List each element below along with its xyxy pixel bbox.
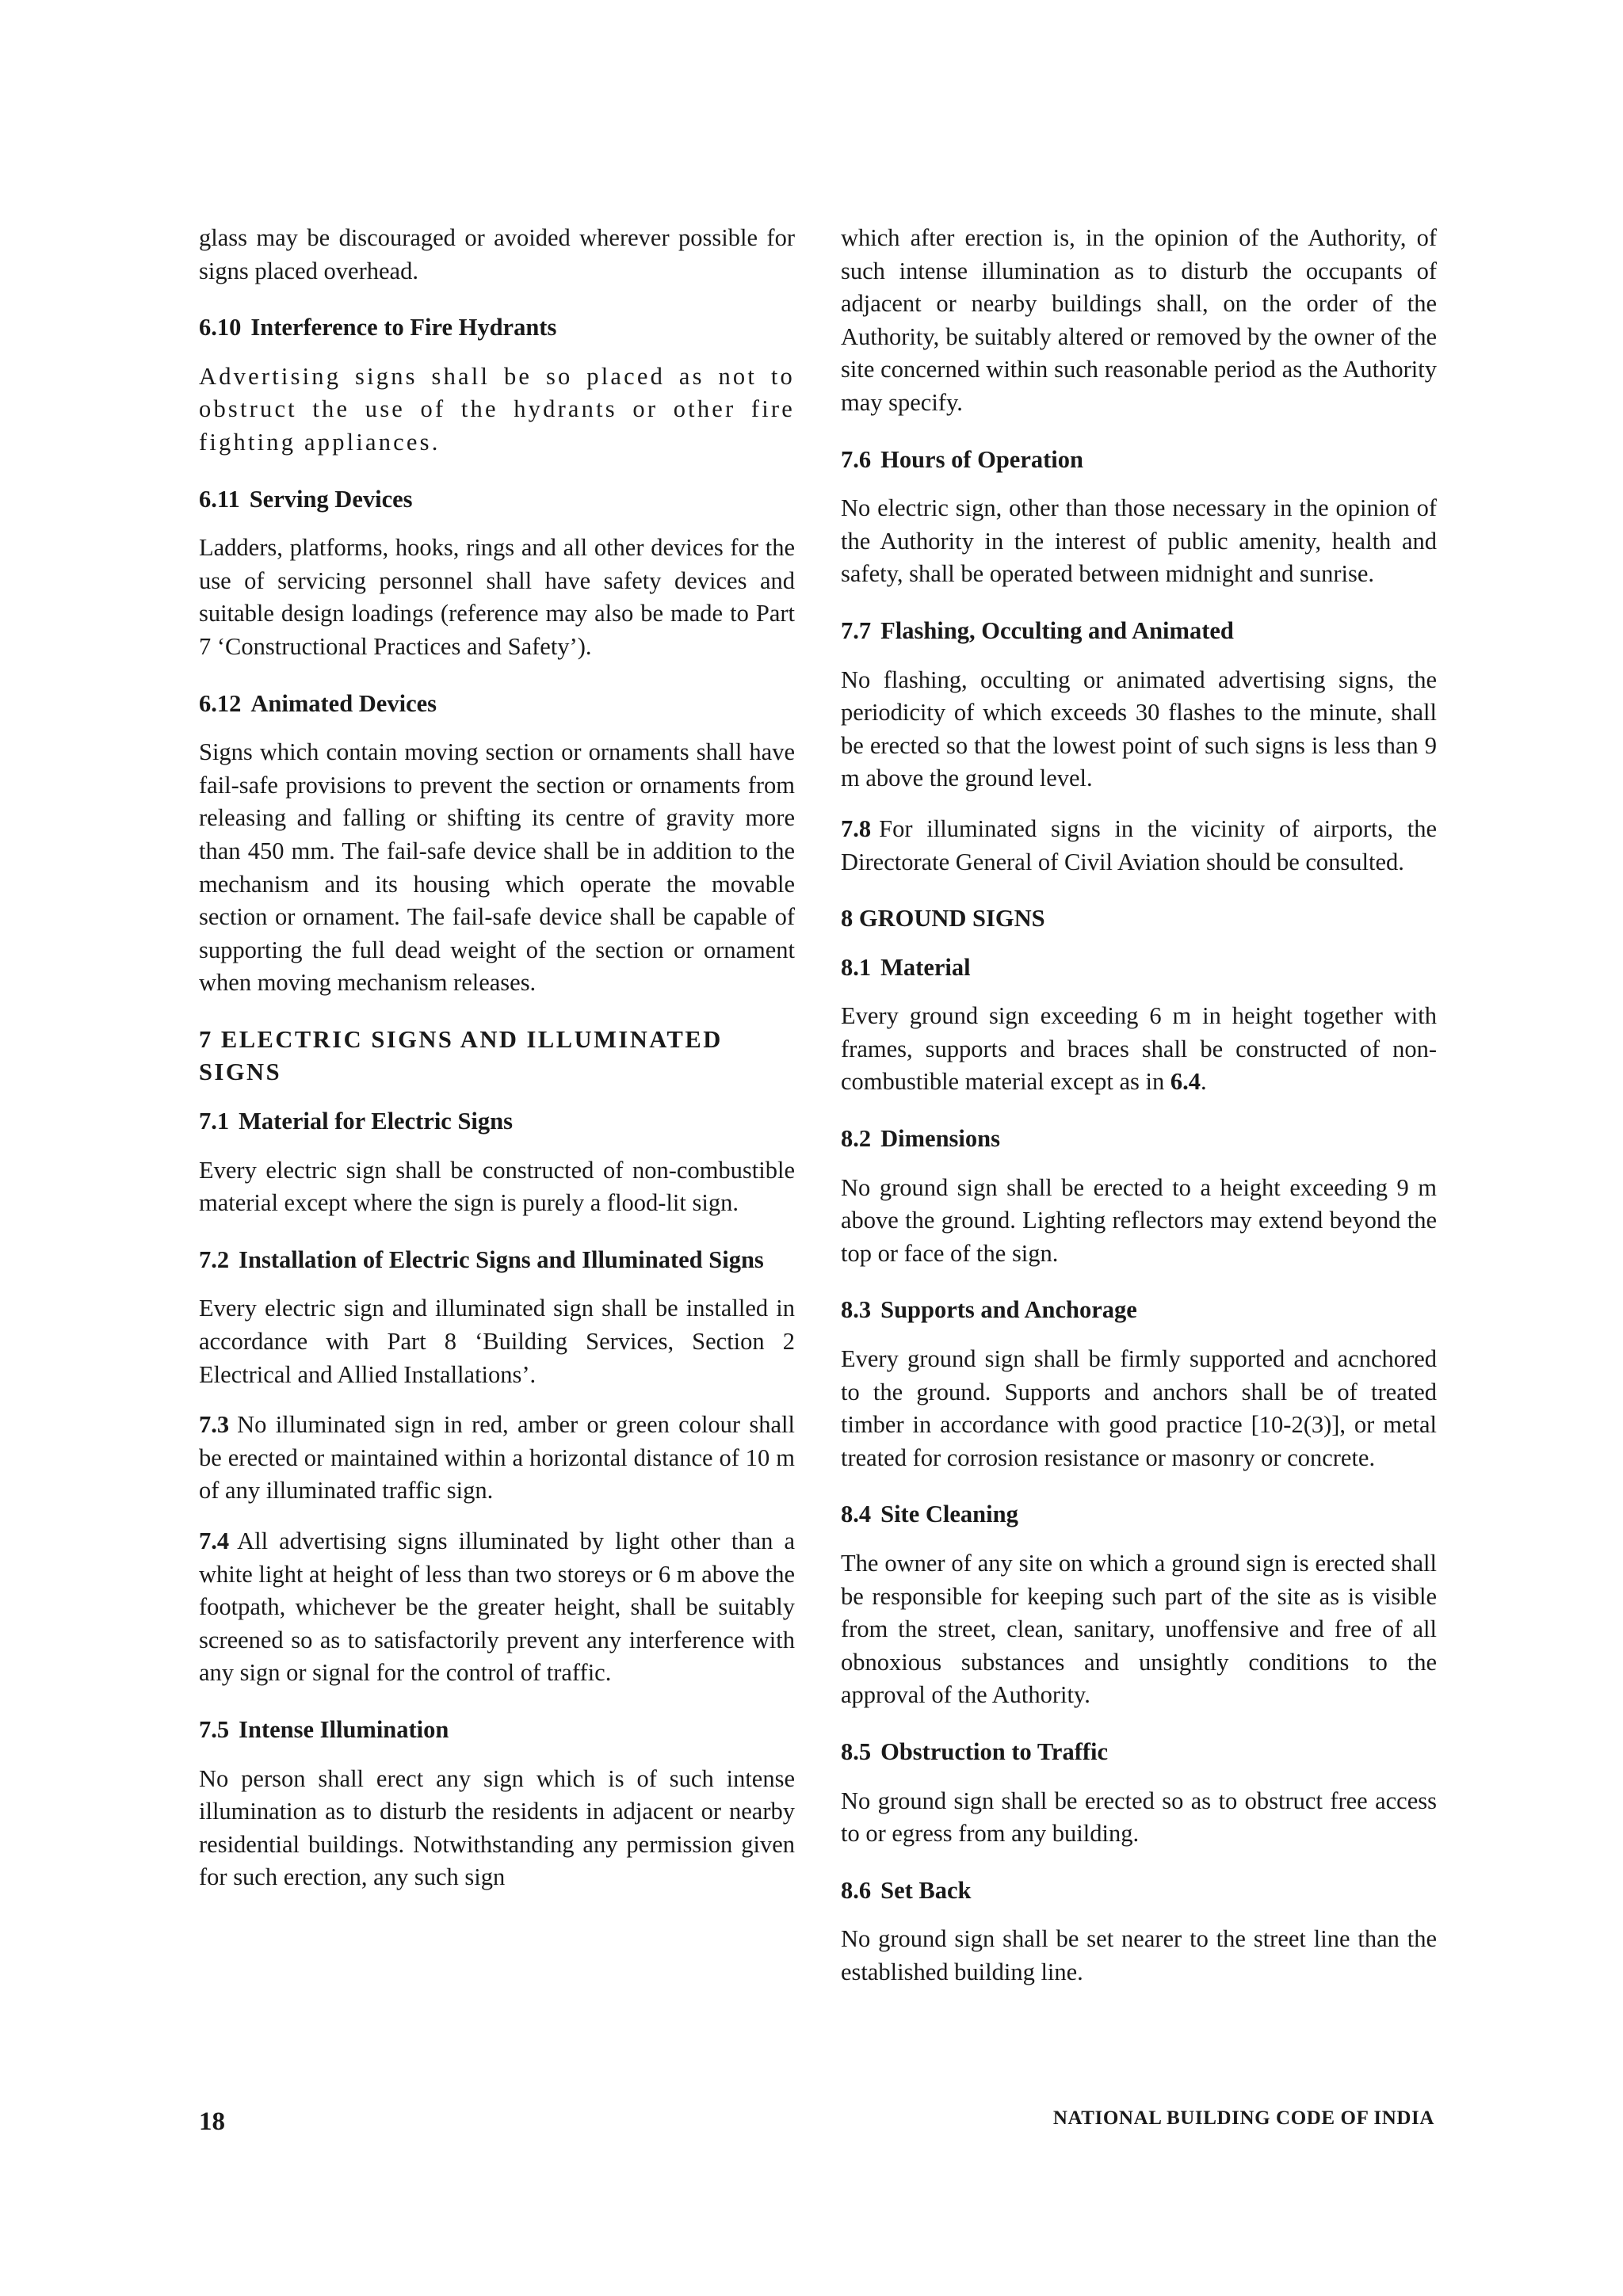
paragraph-8-2: No ground sign shall be erected to a height exceeding 9 m above the ground. Lighting reflectors may extend beyond the top or face of the sign. [841, 1173, 1437, 1267]
paragraph-6-12: Signs which contain moving section or ornaments shall have fail-safe provisions to prevent the section or ornaments from releasing and falling or shifting its centre of gravity more than 450 mm. The fail-safe device shall be in addition to the mechanism and its housing which operate the movable section or ornament. The fail-safe device shall be capable of supporting the full dead weight of the section or ornament when moving mechanism releases. [199, 738, 795, 997]
paragraph-7-1: Every electric sign shall be constructed of non-combustible material except where the sign is purely a flood-lit sign. [199, 1156, 795, 1217]
heading-6-10 [199, 311, 795, 345]
heading-6-12 [199, 688, 795, 721]
heading-7-6 [841, 444, 1437, 477]
paragraph-8-5: No ground sign shall be erected so as to obstruct free access to or egress from any building. [841, 1787, 1437, 1848]
left-column [199, 222, 795, 1894]
heading-7-1 [199, 1105, 795, 1138]
paragraph-end: . [1200, 1068, 1207, 1096]
running-footer-title: NATIONAL BUILDING CODE OF INDIA [1052, 2107, 1434, 2129]
paragraph-7-2: Every electric sign and illuminated sign shall be installed in accordance with Part 8 ‘Building Services, Section 2 Electrical and Allied Installations’. [199, 1295, 795, 1388]
paragraph-7-3 [199, 1409, 795, 1508]
section-title: Site Cleaning [880, 1501, 1018, 1528]
paragraph-7-5: No person shall erect any sign which is of such intense illumination as to disturb the residents in adjacent or nearby residential buildings. Notwithstanding any permission given for such erection, any such sign [199, 1764, 795, 1891]
section-title: Set Back [880, 1876, 972, 1904]
section-number: 6.10 [199, 314, 242, 341]
section-title: Material [880, 953, 971, 981]
paragraph-text: For illuminated signs in the vicinity of airports, the Directorate General of Civil Aviation should be consulted. [841, 814, 1437, 875]
section-number: 7.3 [199, 1411, 230, 1439]
paragraph-text: All advertising signs illuminated by light other than a white light at height of less than two storeys or 6 m above the footpath, whichever be the greater height, shall be suitably screened so as to satisfactorily prevent any interference with any sign or signal for the control of traffic. [199, 1527, 795, 1687]
section-number: 7.2 [199, 1245, 230, 1273]
paragraph-text: No illuminated sign in red, amber or green colour shall be erected or maintained within a horizontal distance of 10 m of any illuminated traffic sign. [199, 1411, 795, 1505]
section-number: 8.5 [841, 1737, 872, 1765]
cross-reference: 6.4 [1170, 1068, 1201, 1096]
section-title: Material for Electric Signs [239, 1108, 513, 1135]
paragraph-8-1 [841, 1000, 1437, 1099]
section-title: Serving Devices [249, 485, 413, 513]
paragraph-7-6: No electric sign, other than those necessary in the opinion of the Authority in the interest of public amenity, health and safety, shall be operated between midnight and sunrise. [841, 494, 1437, 588]
heading-7-7 [841, 615, 1437, 648]
section-number: 6.12 [199, 689, 242, 717]
section-number: 8.3 [841, 1296, 872, 1324]
page-number: 18 [199, 2107, 225, 2136]
heading-8-6 [841, 1875, 1437, 1908]
paragraph-7-8 [841, 813, 1437, 879]
section-number: 8.4 [841, 1501, 872, 1528]
section-number: 7.1 [199, 1108, 230, 1135]
heading-8-1 [841, 952, 1437, 985]
section-title: Intense Illumination [239, 1715, 449, 1743]
heading-8-3 [841, 1294, 1437, 1327]
heading-8-5 [841, 1736, 1437, 1769]
paragraph-continued: which after erection is, in the opinion of the Authority, of such intense illumination as to disturb the occupants of adjacent or nearby buildings shall, on the order of the Authority, be suitably altered or removed by the owner of the site concerned within such reasonable period as the Authority may specify. [841, 224, 1437, 416]
heading-8-2 [841, 1123, 1437, 1156]
paragraph-text: Every ground sign exceeding 6 m in height together with frames, supports and braces shall be constructed of non-combustible material except as in [841, 1002, 1437, 1096]
section-number: 7.5 [199, 1715, 230, 1743]
heading-7-5 [199, 1714, 795, 1747]
paragraph-6-10: Advertising signs shall be so placed as not to obstruct the use of the hydrants or other fire fighting appliances. [199, 362, 795, 456]
heading-6-11 [199, 483, 795, 517]
section-title: Supports and Anchorage [880, 1296, 1137, 1324]
paragraph-8-6: No ground sign shall be set nearer to the street line than the established building line. [841, 1925, 1437, 1985]
paragraph-continued: glass may be discouraged or avoided wherever possible for signs placed overhead. [199, 224, 795, 284]
paragraph-7-7: No flashing, occulting or animated advertising signs, the periodicity of which exceeds 30 flashes to the minute, shall be erected so that the lowest point of such signs is less than 9 m above the ground level. [841, 666, 1437, 792]
paragraph-8-3: Every ground sign shall be firmly supported and acnchored to the ground. Supports and anchors shall be of treated timber in accordance with good practice [10-2(3)], or metal treated for corrosion resistance or masonry or concrete. [841, 1345, 1437, 1471]
section-number: 7.7 [841, 616, 872, 644]
section-title: Dimensions [880, 1125, 1000, 1153]
section-title: Flashing, Occulting and Animated [880, 616, 1234, 644]
right-column [841, 222, 1437, 1989]
section-title: Hours of Operation [880, 445, 1083, 473]
heading-8-4 [841, 1498, 1437, 1531]
section-number: 7.6 [841, 445, 872, 473]
section-number: 7.4 [199, 1527, 230, 1554]
section-title: Obstruction to Traffic [880, 1737, 1109, 1765]
section-number: 7.8 [841, 814, 872, 842]
heading-section-7: 7 ELECTRIC SIGNS AND ILLUMINATED SIGNS [199, 1025, 723, 1086]
section-title: Installation of Electric Signs and Illuminated Signs [239, 1245, 764, 1273]
paragraph-7-4 [199, 1525, 795, 1690]
section-number: 8.6 [841, 1876, 872, 1904]
section-title: Interference to Fire Hydrants [250, 314, 557, 341]
section-number: 8.2 [841, 1125, 872, 1153]
paragraph-6-11: Ladders, platforms, hooks, rings and all other devices for the use of servicing personnel shall have safety devices and suitable design loadings (reference may also be made to Part 7 ‘Constructional Practices and Safety’). [199, 534, 795, 660]
section-number: 8.1 [841, 953, 872, 981]
heading-section-8: 8 GROUND SIGNS [841, 905, 1045, 933]
section-title: Animated Devices [250, 689, 437, 717]
heading-7-2 [199, 1244, 795, 1277]
section-number: 6.11 [199, 485, 240, 513]
paragraph-8-4: The owner of any site on which a ground sign is erected shall be responsible for keeping such part of the site as is visible from the street, clean, sanitary, unoffensive and free of all obnoxious substances and unsightly conditions to the approval of the Authority. [841, 1550, 1437, 1709]
